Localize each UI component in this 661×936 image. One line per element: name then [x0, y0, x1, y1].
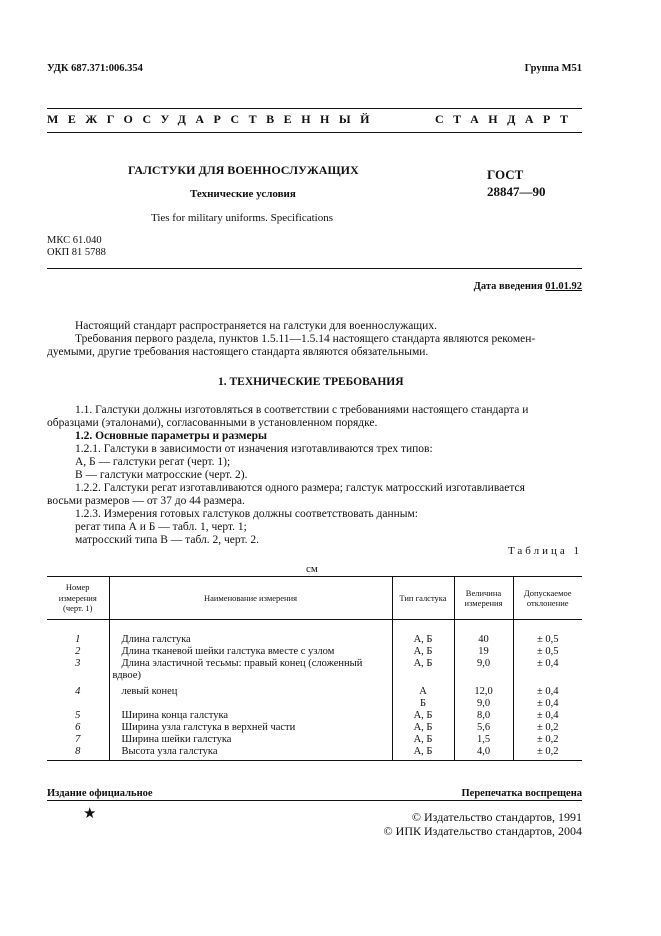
- udk-code: УДК 687.371:006.354: [47, 63, 143, 74]
- gost-number: 28847—90: [487, 184, 546, 199]
- table-row: 6 Ширина узла галстука в верхней части А, Б 5,6 ± 0,2: [47, 722, 582, 734]
- document-title: ГАЛСТУКИ ДЛЯ ВОЕННОСЛУЖАЩИХ: [128, 163, 359, 177]
- introduction-date: [474, 281, 582, 292]
- copyright-2004: © ИПК Издательство стандартов, 2004: [383, 824, 582, 838]
- star-icon: ★: [83, 804, 97, 822]
- gost-label: ГОСТ: [487, 167, 524, 182]
- header-measurement-number: Номер измерения (черт. 1): [47, 577, 109, 620]
- table-row: 5 Ширина конца галстука А, Б 8,0 ± 0,4: [47, 710, 582, 722]
- interstate-label: МЕЖГОСУДАРСТВЕННЫЙ: [47, 112, 379, 126]
- section-heading: 1. ТЕХНИЧЕСКИЕ ТРЕБОВАНИЯ: [218, 376, 404, 388]
- measurements-table: [47, 576, 582, 761]
- title-rule: [47, 268, 582, 269]
- table-spacer-row: [47, 620, 582, 635]
- header-measurement-value: Величина измерения: [454, 577, 513, 620]
- table-row: 8 Высота узла галстука А, Б 4,0 ± 0,2: [47, 746, 582, 761]
- okp-code: ОКП 81 5788: [47, 247, 106, 258]
- clause-1-2-3-sailor: матросский типа В — табл. 2, черт. 2.: [75, 534, 260, 546]
- header-rule-bottom: [47, 132, 582, 133]
- table-row: 4 левый конец А Б 12,0 9,0 ± 0,4 ± 0,4: [47, 682, 582, 710]
- clause-1-2-2-line-1: 1.2.2. Галстуки регат изготавливаются одного размера; галстук матросский изготавливается: [75, 482, 525, 494]
- table-row: 2 Длина тканевой шейки галстука вместе с узлом А, Б 19 ± 0,5: [47, 646, 582, 658]
- intro-paragraph-1: Настоящий стандарт распространяется на галстуки для военнослужащих.: [75, 320, 437, 332]
- intro-paragraph-2b: дуемыми, другие требования настоящего стандарта являются обязательными.: [47, 346, 429, 358]
- header-rule-top: [47, 108, 582, 109]
- header-measurement-name: Наименование измерения: [109, 577, 392, 620]
- intro-paragraph-2a: Требования первого раздела, пунктов 1.5.11—1.5.14 настоящего стандарта являются рекомен-: [75, 333, 536, 345]
- group-code: Группа М51: [524, 63, 582, 74]
- table-unit: см: [306, 563, 318, 575]
- clause-1-2-2-line-2: восьми размеров — от 37 до 44 размера.: [47, 495, 245, 507]
- table-row: 3 Длина эластичной тесьмы: правый конец (сложенный вдвое) А, Б 9,0 ± 0,4: [47, 658, 582, 682]
- document-subtitle: Технические условия: [190, 188, 296, 200]
- footer-rule: [47, 800, 582, 801]
- table-caption: Таблица 1: [507, 545, 582, 557]
- english-title: Ties for military uniforms. Specifications: [151, 212, 333, 224]
- clause-1-2-3-regat: регат типа А и Б — табл. 1, черт. 1;: [75, 521, 247, 533]
- table-row: 1 Длина галстука А, Б 40 ± 0,5: [47, 634, 582, 646]
- clause-1-2-heading: 1.2. Основные параметры и размеры: [75, 430, 267, 442]
- introduction-date-value: 01.01.92: [545, 281, 582, 292]
- reprint-prohibited: Перепечатка воспрещена: [461, 788, 582, 799]
- standard-label: СТАНДАРТ: [435, 112, 578, 126]
- introduction-date-label: Дата введения: [473, 281, 543, 292]
- table-row: 7 Ширина шейки галстука А, Б 1,5 ± 0,2: [47, 734, 582, 746]
- copyright-1991: © Издательство стандартов, 1991: [411, 810, 582, 824]
- clause-1-2-3: 1.2.3. Измерения готовых галстуков должны соответствовать данным:: [75, 508, 418, 520]
- clause-1-1-line-1: 1.1. Галстуки должны изготовляться в соответствии с требованиями настоящего стандарта и: [75, 404, 529, 416]
- clause-1-2-1-type-ab: А, Б — галстуки регат (черт. 1);: [75, 456, 231, 468]
- header-tie-type: Тип галстука: [392, 577, 454, 620]
- header-tolerance: Допускаемое отклонение: [513, 577, 582, 620]
- mks-code: МКС 61.040: [47, 235, 102, 246]
- clause-1-2-1: 1.2.1. Галстуки в зависимости от изначения изготавливаются трех типов:: [75, 443, 433, 455]
- clause-1-2-1-type-v: В — галстуки матросские (черт. 2).: [75, 469, 248, 481]
- clause-1-1-line-2: образцами (эталонами), согласованными в установленном порядке.: [47, 417, 378, 429]
- official-edition: Издание официальное: [47, 788, 153, 799]
